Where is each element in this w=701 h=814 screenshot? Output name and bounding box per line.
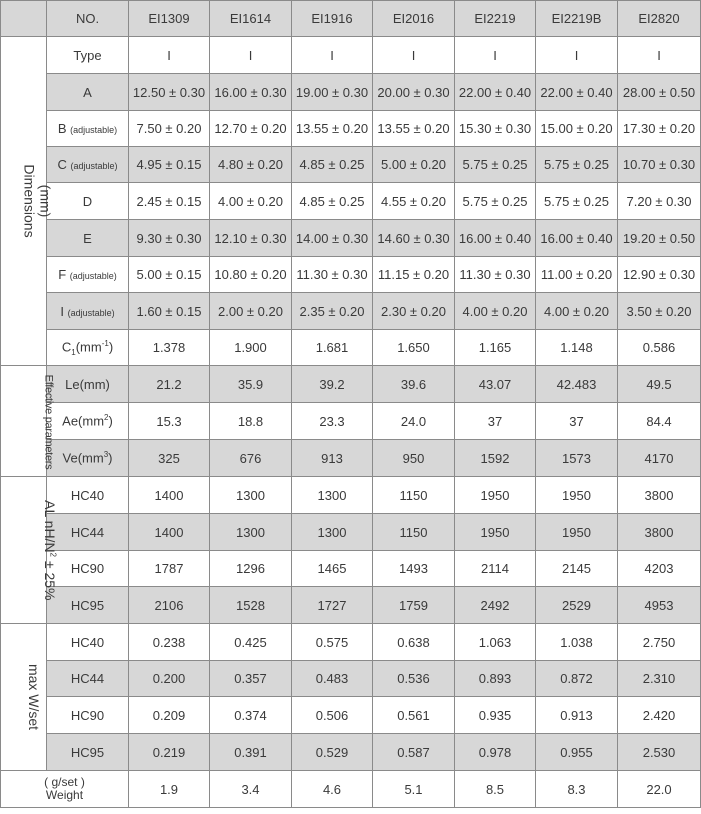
label-text: Le(mm) <box>65 376 110 392</box>
value-cell: I <box>210 37 292 74</box>
value-cell: 2.35 ± 0.20 <box>292 293 373 330</box>
label-text: HC40 <box>70 487 105 503</box>
value-cell: 37 <box>536 403 618 440</box>
value-cell: 35.9 <box>210 366 292 403</box>
value-cell: I <box>536 37 618 74</box>
weight-title: Weight <box>45 788 84 802</box>
label-text: HC95 <box>70 744 105 760</box>
row-label <box>47 74 129 111</box>
value-cell: 0.872 <box>536 661 618 697</box>
value-cell: 0.955 <box>536 734 618 771</box>
value-cell: 10.70 ± 0.30 <box>618 147 701 183</box>
value-cell: 0.536 <box>373 661 455 697</box>
label-sub: 1 <box>71 347 76 357</box>
value-cell: 4203 <box>618 551 701 587</box>
row-label <box>47 147 129 183</box>
value-cell: 1528 <box>210 587 292 624</box>
value-cell: 913 <box>292 440 373 477</box>
row-label <box>47 661 129 697</box>
row-d <box>1 183 701 220</box>
row-label <box>47 440 129 477</box>
value-cell: 4170 <box>618 440 701 477</box>
value-cell: 1400 <box>129 514 210 551</box>
group-dim <box>1 37 54 366</box>
label-text: B <box>57 121 67 136</box>
value-cell: 4.00 ± 0.20 <box>455 293 536 330</box>
value-cell: 12.50 ± 0.30 <box>129 74 210 111</box>
row-label <box>47 403 129 440</box>
value-cell: 1.148 <box>536 330 618 366</box>
value-cell: 1573 <box>536 440 618 477</box>
model-header: EI1614 <box>210 1 292 37</box>
value-cell: 0.219 <box>129 734 210 771</box>
row-label <box>47 293 129 330</box>
value-cell: 1.900 <box>210 330 292 366</box>
value-cell: 4.00 ± 0.20 <box>536 293 618 330</box>
value-cell: 2.00 ± 0.20 <box>210 293 292 330</box>
group-title: Effective parameters <box>42 374 55 469</box>
value-cell: 13.55 ± 0.20 <box>292 111 373 147</box>
value-cell: 0.586 <box>618 330 701 366</box>
value-cell: 14.00 ± 0.30 <box>292 220 373 257</box>
group-eff <box>1 366 55 477</box>
value-cell: 37 <box>455 403 536 440</box>
value-cell: 3800 <box>618 514 701 551</box>
header-row <box>1 1 701 37</box>
value-cell: 1296 <box>210 551 292 587</box>
value-cell: 13.55 ± 0.20 <box>373 111 455 147</box>
row-al-hc44 <box>1 514 701 551</box>
value-cell: 4.95 ± 0.15 <box>129 147 210 183</box>
adjustable-note: (adjustable) <box>67 307 115 318</box>
value-cell: 12.10 ± 0.30 <box>210 220 292 257</box>
value-cell: 12.90 ± 0.30 <box>618 257 701 293</box>
row-w-hc40 <box>1 624 701 661</box>
adjustable-note: (adjustable) <box>70 125 118 135</box>
value-cell: 0.893 <box>455 661 536 697</box>
value-cell: 4.85 ± 0.25 <box>292 147 373 183</box>
value-cell: I <box>129 37 210 74</box>
value-cell: 2.30 ± 0.20 <box>373 293 455 330</box>
text: ) <box>108 338 114 354</box>
value-cell: 28.00 ± 0.50 <box>618 74 701 111</box>
value-cell: 3.50 ± 0.20 <box>618 293 701 330</box>
value-cell: 1727 <box>292 587 373 624</box>
value-cell: 15.3 <box>129 403 210 440</box>
value-cell: 4.6 <box>292 771 373 808</box>
model-header: EI2219B <box>536 1 618 37</box>
adjustable-note: (adjustable) <box>69 271 117 281</box>
value-cell: 0.209 <box>129 697 210 734</box>
row-c1 <box>1 330 701 366</box>
value-cell: 0.425 <box>210 624 292 661</box>
label-text: HC90 <box>70 561 105 576</box>
row-b <box>1 111 701 147</box>
row-label <box>47 366 129 403</box>
value-cell: 4953 <box>618 587 701 624</box>
value-cell: 20.00 ± 0.30 <box>373 74 455 111</box>
value-cell: 1950 <box>455 514 536 551</box>
row-e <box>1 220 701 257</box>
value-cell: 0.391 <box>210 734 292 771</box>
label-text: C <box>57 157 67 172</box>
value-cell: 1300 <box>292 477 373 514</box>
value-cell: 5.75 ± 0.25 <box>455 183 536 220</box>
value-cell: 15.00 ± 0.20 <box>536 111 618 147</box>
value-cell: 11.30 ± 0.30 <box>292 257 373 293</box>
row-ae <box>1 403 701 440</box>
row-i <box>1 293 701 330</box>
label-text: I <box>60 303 64 319</box>
value-cell: 1.9 <box>129 771 210 808</box>
value-cell: 18.8 <box>210 403 292 440</box>
adjustable-note: (adjustable) <box>70 161 118 171</box>
value-cell: 17.30 ± 0.20 <box>618 111 701 147</box>
value-cell: 0.935 <box>455 697 536 734</box>
value-cell: 2145 <box>536 551 618 587</box>
value-cell: 39.2 <box>292 366 373 403</box>
label-text: HC44 <box>70 524 105 540</box>
value-cell: 0.978 <box>455 734 536 771</box>
value-cell: 7.20 ± 0.30 <box>618 183 701 220</box>
row-w-hc95 <box>1 734 701 771</box>
label-text: Ve(mm <box>62 450 104 466</box>
group-unit: (mm) <box>37 184 54 218</box>
model-header: EI2016 <box>373 1 455 37</box>
value-cell: 1150 <box>373 477 455 514</box>
value-cell: 4.00 ± 0.20 <box>210 183 292 220</box>
row-label <box>47 330 129 366</box>
value-cell: 1150 <box>373 514 455 551</box>
group-title-tail: ± 25% <box>41 556 58 601</box>
value-cell: 1.60 ± 0.15 <box>129 293 210 330</box>
group-dimensions-label <box>22 164 54 237</box>
value-cell: 5.00 ± 0.20 <box>373 147 455 183</box>
row-label <box>47 183 129 220</box>
value-cell: 2106 <box>129 587 210 624</box>
row-al-hc90 <box>1 551 701 587</box>
label-text: HC40 <box>70 634 105 650</box>
value-cell: 676 <box>210 440 292 477</box>
group-title: Dimensions <box>21 164 38 238</box>
value-cell: 9.30 ± 0.30 <box>129 220 210 257</box>
value-cell: 0.529 <box>292 734 373 771</box>
group-maxw <box>1 624 47 771</box>
value-cell: 4.85 ± 0.25 <box>292 183 373 220</box>
value-cell: 14.60 ± 0.30 <box>373 220 455 257</box>
row-w-hc44 <box>1 661 701 697</box>
value-cell: 1.063 <box>455 624 536 661</box>
label-sup: 2 <box>104 413 109 423</box>
value-cell: 19.20 ± 0.50 <box>618 220 701 257</box>
value-cell: I <box>618 37 701 74</box>
value-cell: 4.80 ± 0.20 <box>210 147 292 183</box>
label-text: HC95 <box>70 597 105 613</box>
value-cell: 1300 <box>210 514 292 551</box>
row-w-hc90 <box>1 697 701 734</box>
value-cell: 11.30 ± 0.30 <box>455 257 536 293</box>
value-cell: 325 <box>129 440 210 477</box>
group-weight <box>1 771 129 808</box>
value-cell: 2492 <box>455 587 536 624</box>
value-cell: 0.483 <box>292 661 373 697</box>
label-text: Ae(mm <box>62 413 105 429</box>
model-header: EI2219 <box>455 1 536 37</box>
row-ve <box>1 440 701 477</box>
label-text: Type <box>73 47 102 63</box>
value-cell: 43.07 <box>455 366 536 403</box>
value-cell: 3800 <box>618 477 701 514</box>
text: C <box>61 338 72 354</box>
value-cell: 5.75 ± 0.25 <box>536 147 618 183</box>
value-cell: 11.00 ± 0.20 <box>536 257 618 293</box>
value-cell: 22.00 ± 0.40 <box>536 74 618 111</box>
value-cell: 7.50 ± 0.20 <box>129 111 210 147</box>
value-cell: 0.357 <box>210 661 292 697</box>
group-al-label <box>42 500 61 600</box>
value-cell: 1950 <box>536 477 618 514</box>
value-cell: 10.80 ± 0.20 <box>210 257 292 293</box>
value-cell: 39.6 <box>373 366 455 403</box>
value-cell: 1400 <box>129 477 210 514</box>
label-sup: 3 <box>103 450 109 460</box>
row-al-hc40 <box>1 477 701 514</box>
group-maxw-label <box>26 664 42 730</box>
group-effective-label <box>40 374 56 469</box>
value-cell: 8.5 <box>455 771 536 808</box>
label-text: F <box>58 267 67 282</box>
value-cell: 2529 <box>536 587 618 624</box>
value-cell: 2.530 <box>618 734 701 771</box>
value-cell: 5.75 ± 0.25 <box>536 183 618 220</box>
value-cell: 22.00 ± 0.40 <box>455 74 536 111</box>
row-type <box>1 37 701 74</box>
value-cell: 22.0 <box>618 771 701 808</box>
weight-unit: ( g/set ) <box>44 775 85 789</box>
row-label <box>47 37 129 74</box>
row-label <box>47 257 129 293</box>
value-cell: 1592 <box>455 440 536 477</box>
row-label <box>47 624 129 661</box>
value-cell: I <box>455 37 536 74</box>
text: (mm <box>75 338 102 354</box>
group-al-sup: 2 <box>48 552 58 557</box>
value-cell: 0.575 <box>292 624 373 661</box>
weight-label <box>1 776 128 802</box>
row-weight <box>1 771 701 808</box>
row-label <box>47 220 129 257</box>
group-title: AL nH/N <box>41 499 58 553</box>
value-cell: 21.2 <box>129 366 210 403</box>
label-text: A <box>83 84 92 100</box>
model-header: EI2820 <box>618 1 701 37</box>
value-cell: 1950 <box>455 477 536 514</box>
value-cell: 16.00 ± 0.40 <box>455 220 536 257</box>
label-sup: -1 <box>101 338 109 348</box>
value-cell: 0.506 <box>292 697 373 734</box>
row-c <box>1 147 701 183</box>
value-cell: 1787 <box>129 551 210 587</box>
value-cell: 5.00 ± 0.15 <box>129 257 210 293</box>
no-header: NO. <box>47 1 129 37</box>
row-al-hc95 <box>1 587 701 624</box>
row-label <box>47 111 129 147</box>
value-cell: 1759 <box>373 587 455 624</box>
value-cell: 15.30 ± 0.30 <box>455 111 536 147</box>
value-cell: 5.1 <box>373 771 455 808</box>
model-header: EI1916 <box>292 1 373 37</box>
value-cell: 23.3 <box>292 403 373 440</box>
value-cell: 0.238 <box>129 624 210 661</box>
value-cell: 49.5 <box>618 366 701 403</box>
value-cell: 1.038 <box>536 624 618 661</box>
text: ) <box>108 413 113 429</box>
row-label <box>47 697 129 734</box>
value-cell: I <box>373 37 455 74</box>
value-cell: 2114 <box>455 551 536 587</box>
group-al <box>1 477 58 624</box>
text: ) <box>108 450 113 466</box>
value-cell: 11.15 ± 0.20 <box>373 257 455 293</box>
value-cell: 42.483 <box>536 366 618 403</box>
label-text: D <box>82 193 93 209</box>
value-cell: I <box>292 37 373 74</box>
value-cell: 1.378 <box>129 330 210 366</box>
value-cell: 2.45 ± 0.15 <box>129 183 210 220</box>
value-cell: 2.310 <box>618 661 701 697</box>
value-cell: 1465 <box>292 551 373 587</box>
value-cell: 19.00 ± 0.30 <box>292 74 373 111</box>
value-cell: 0.587 <box>373 734 455 771</box>
row-f <box>1 257 701 293</box>
label-text: E <box>83 230 92 246</box>
value-cell: 5.75 ± 0.25 <box>455 147 536 183</box>
value-cell: 2.750 <box>618 624 701 661</box>
value-cell: 0.913 <box>536 697 618 734</box>
row-label <box>47 734 129 771</box>
value-cell: 1.650 <box>373 330 455 366</box>
label-text: HC44 <box>70 671 105 686</box>
value-cell: 1300 <box>292 514 373 551</box>
value-cell: 4.55 ± 0.20 <box>373 183 455 220</box>
row-le <box>1 366 701 403</box>
value-cell: 84.4 <box>618 403 701 440</box>
row-a <box>1 74 701 111</box>
value-cell: 24.0 <box>373 403 455 440</box>
value-cell: 0.374 <box>210 697 292 734</box>
value-cell: 0.200 <box>129 661 210 697</box>
label-text: HC90 <box>70 707 105 723</box>
value-cell: 2.420 <box>618 697 701 734</box>
value-cell: 1493 <box>373 551 455 587</box>
value-cell: 16.00 ± 0.30 <box>210 74 292 111</box>
value-cell: 8.3 <box>536 771 618 808</box>
value-cell: 0.638 <box>373 624 455 661</box>
group-title: max W/set <box>26 663 43 731</box>
value-cell: 950 <box>373 440 455 477</box>
value-cell: 16.00 ± 0.40 <box>536 220 618 257</box>
model-header: EI1309 <box>129 1 210 37</box>
value-cell: 12.70 ± 0.20 <box>210 111 292 147</box>
value-cell: 1.165 <box>455 330 536 366</box>
value-cell: 1950 <box>536 514 618 551</box>
value-cell: 3.4 <box>210 771 292 808</box>
value-cell: 0.561 <box>373 697 455 734</box>
value-cell: 1.681 <box>292 330 373 366</box>
value-cell: 1300 <box>210 477 292 514</box>
